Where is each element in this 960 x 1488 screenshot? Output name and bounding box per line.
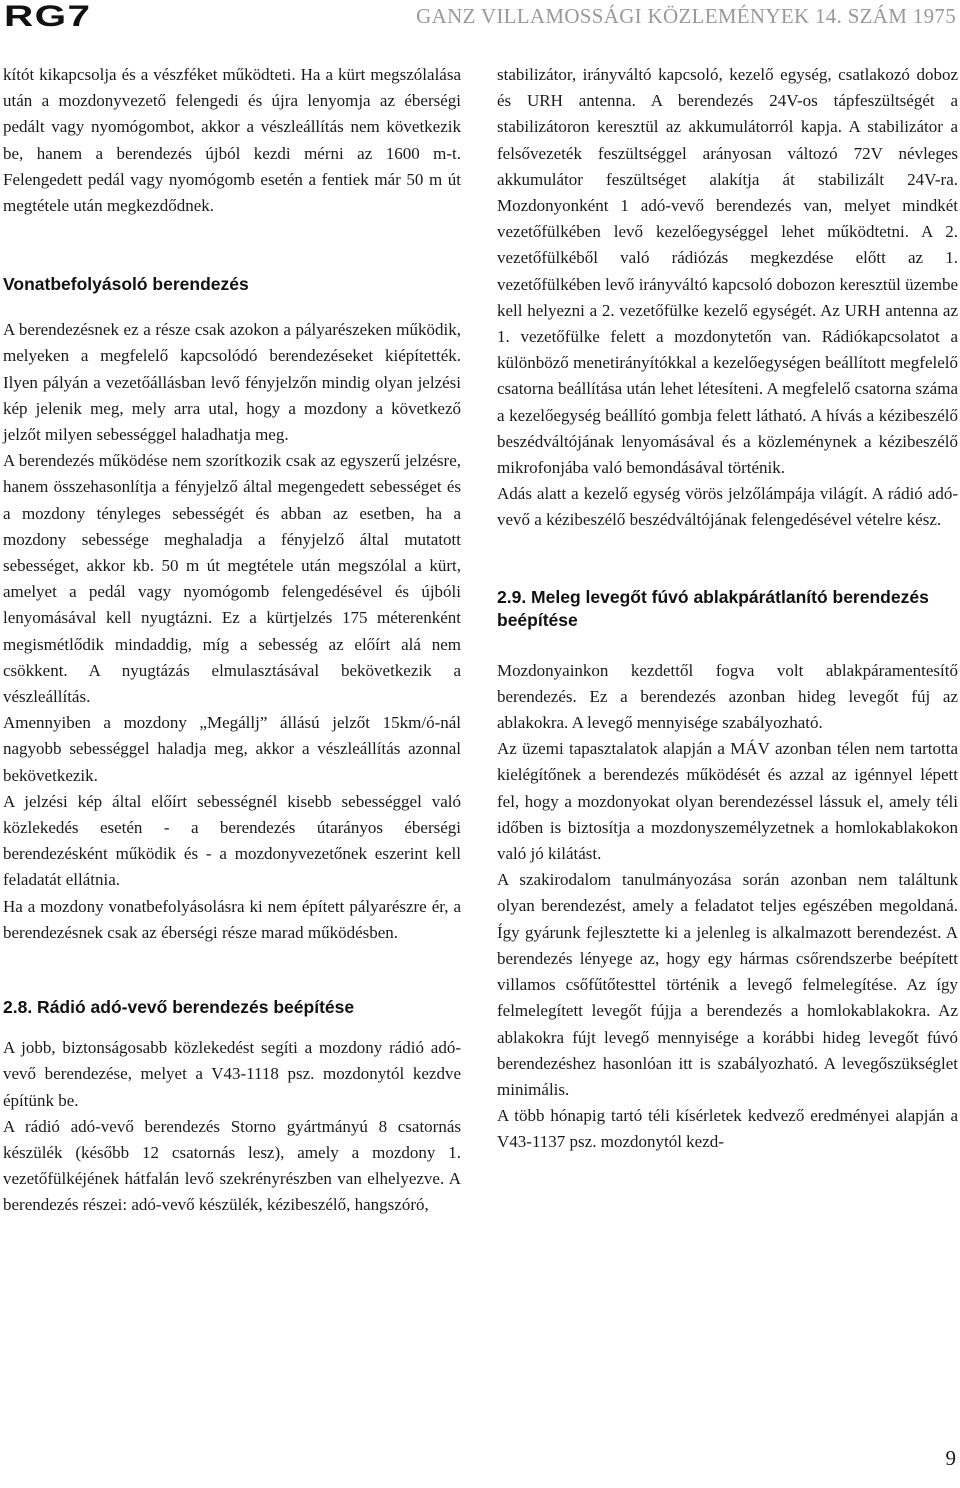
- section-heading: 2.8. Rádió adó-vevő berendezés beépítése: [3, 997, 355, 1018]
- left-column: [3, 62, 461, 1219]
- section-heading: 2.9. Meleg levegőt fúvó ablakpárátlanító berendezés beépítése: [497, 586, 929, 630]
- paragraph: Amennyiben a mozdony „Megállj” állású jelzőt 15km/ó-nál nagyobb sebességgel haladja meg, akkor a vészleállítás azonnal bekövetkezik.: [3, 713, 461, 785]
- page-header: [0, 0, 960, 40]
- paragraph: A berendezés működése nem szorítkozik csak az egyszerű jelzésre, hanem összehasonlítja a fényjelző által megengedett sebességet és a mozdony tényleges sebességét és abban az esetben, ha a mozdony sebessége meghaladja a fényjelző által mutatott sebességet, akkor kb. 50 m út megtétele után megszólal a kürt, amelyet a pedál vagy nyomógomb felengedésével és újbóli lenyomásával kell nyugtázni. Ez a kürtjelzés 175 méterenként megismétlődik mindaddig, míg a sebesség az előírt alá nem csökkent. A nyugtázás elmulasztásával bekövetkezik a vészleállítás.: [3, 451, 461, 707]
- paragraph: Az üzemi tapasztalatok alapján a MÁV azonban télen nem tartotta kielégítőnek a berendezés működését és azzal az igénnyel lépett fel, hogy a mozdonyokat olyan berendezéssel lássuk el, amely téli időben is biztosítja a mozdonyszemélyzetnek a homlokablakokon való jó kilátást.: [497, 739, 958, 864]
- journal-logo: RG7: [4, 0, 92, 33]
- section-heading: Vonatbefolyásoló berendezés: [3, 274, 249, 295]
- page-number: 9: [945, 1446, 956, 1470]
- paragraph: A berendezésnek ez a része csak azokon a pályarészeken működik, melyeken a megfelelő kapcsolódó berendezéseket kiépítették. Ilyen pályán a vezetőállásban levő fényjelzőn mindig olyan jelzési kép jelenik meg, mely arra utal, hogy a mozdony a következő jelzőt milyen sebességgel haladhatja meg.: [3, 320, 461, 445]
- right-column: [497, 62, 958, 1156]
- paragraph: Adás alatt a kezelő egység vörös jelzőlámpája világít. A rádió adó-vevő a kézibeszélő beszédváltójának felengedésével vételre kész.: [497, 484, 958, 530]
- paragraph: A jelzési kép által előírt sebességnél kisebb sebességgel való közlekedés esetén - a berendezés útarányos éberségi berendezésként működik és - a mozdonyvezetőnek eszerint kell feladatát ellátnia.: [3, 791, 461, 890]
- paragraph: A jobb, biztonságosabb közlekedést segíti a mozdony rádió adó-vevő berendezése, melyet a V43-1118 psz. mozdonytól kezdve építünk be.: [3, 1038, 461, 1110]
- paragraph: Mozdonyainkon kezdettől fogva volt ablakpáramentesítő berendezés. Ez a berendezés azonban hideg levegőt fúj az ablakokra. A levegő mennyisége szabályozható.: [497, 660, 958, 733]
- paragraph: A több hónapig tartó téli kísérletek kedvező eredményei alapján a V43-1137 psz. mozdonytól kezd-: [497, 1106, 958, 1152]
- paragraph: A szakirodalom tanulmányozása során azonban nem találtunk olyan berendezést, amely a feladatot teljes egészében megoldaná. Így gyárunk fejlesztette ki a jelenleg is alkalmazott berendezést. A berendezés lényege az, hogy egy hármas csőrendszerbe beépített villamos csőfűtőtesttel történik a levegő felmelegítése. Az így felmelegített levegőt fújja a berendezés a homlokablakokra. Az ablakokra fújt levegő mennyisége a korábbi hideg levegőt fúvó berendezéshez hasonlóan itt is szabályozható. A levegőszükséglet minimális.: [497, 870, 958, 1099]
- journal-title: GANZ VILLAMOSSÁGI KÖZLEMÉNYEK 14. SZÁM 1975: [416, 4, 956, 28]
- paragraph: A rádió adó-vevő berendezés Storno gyártmányú 8 csatornás készülék (később 12 csatornás lesz), amely a mozdony 1. vezetőfülkéjének hátfalán levő szekrényrészben van elhelyezve. A berendezés részei: adó-vevő készülék, kézibeszélő, hangszóró,: [3, 1116, 461, 1215]
- paragraph: stabilizátor, irányváltó kapcsoló, kezelő egység, csatlakozó doboz és URH antenna. A berendezés 24V-os tápfeszültségét a stabilizátoron keresztül az akkumulátorról kapja. A stabilizátor a felsővezeték feszültséggel arányosan változó 72V névleges akkumulátor feszültséget alakítja át stabilizált 24V-ra. Mozdonyonként 1 adó-vevő berendezés van, melyet mindkét vezetőfülkében levő kezelőegységgel lehet működtetni. A 2. vezetőfülkéből való rádiózás megkezdése előtt az 1. vezetőfülkében levő irányváltó kapcsoló dobozon keresztül üzembe kell helyezni a 2. vezetőfülke kezelő egységét. Az URH antenna az 1. vezetőfülke felett a mozdonytetőn van. Rádiókapcsolatot a különböző menetirányítókkal a kezelőegységen beállított megfelelő csatorna beállítása után lehet létesíteni. A megfelelő csatorna száma a kezelőegység beállító gombja felett látható. A hívás a kézibeszélő beszédváltójának lenyomásával és a közleménynek a kézibeszélő mikrofonjába való bemondásával történik.: [497, 65, 958, 478]
- paragraph: kítót kikapcsolja és a vészféket működteti. Ha a kürt megszólalása után a mozdonyvezető felengedi és újra lenyomja az éberségi pedált vagy nyomógombot, akkor a vészleállítás nem következik be, hanem a berendezés újból kezdi mérni az 1600 m-t. Felengedett pedál vagy nyomógomb esetén a fentiek már 50 m út megtétele után megkezdődnek.: [3, 65, 461, 216]
- paragraph: Ha a mozdony vonatbefolyásolásra ki nem épített pályarészre ér, a berendezésnek csak az éberségi része marad működésben.: [3, 896, 461, 942]
